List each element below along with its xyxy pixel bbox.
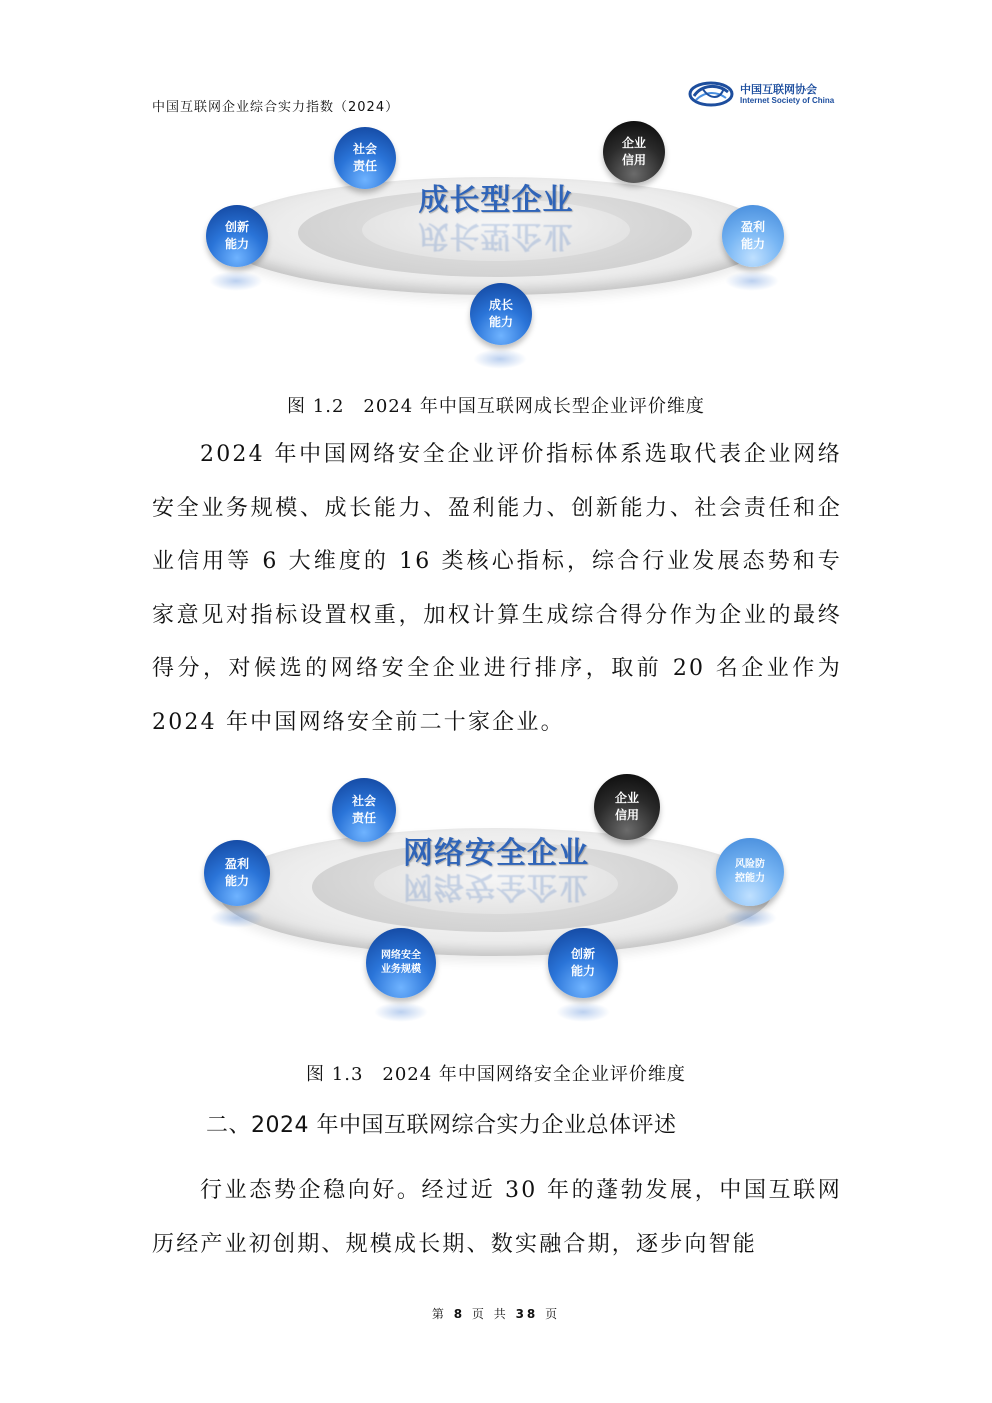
figure-growth-enterprise-diagram	[176, 115, 816, 377]
node-risk-control-capability	[716, 838, 784, 906]
running-header-title: 中国互联网企业综合实力指数（2024）	[152, 100, 400, 115]
diagram-center-title: 网络安全企业	[403, 836, 589, 871]
node-profitability	[204, 840, 270, 906]
footer-suffix: 页	[545, 1307, 561, 1321]
node-reflection	[473, 349, 527, 369]
node-reflection	[725, 271, 779, 291]
swirl-logo-icon	[688, 80, 734, 108]
node-reflection	[210, 908, 264, 928]
body-paragraph-industry-trend: 行业态势企稳向好。经过近 30 年的蓬勃发展，中国互联网历经产业初创期、规模成长期、数实融合期，逐步向智能	[152, 1178, 842, 1257]
total-page-count: 38	[515, 1307, 539, 1321]
body-paragraph-evaluation-system: 2024 年中国网络安全企业评价指标体系选取代表企业网络安全业务规模、成长能力、盈利能力、创新能力、社会责任和企业信用等 6 大维度的 16 类核心指标，综合行业发展态势和专家意见对指标设置权重，加权计算生成综合得分作为企业的最终得分，对候选的网络安全企业进行排序，取前 20 名企业作为 2024 年中国网络安全前二十家企业。	[152, 442, 842, 735]
node-social-responsibility	[334, 127, 396, 189]
node-label: 企业 信用	[614, 790, 639, 822]
node-reflection	[374, 1002, 428, 1022]
node-reflection	[209, 271, 263, 291]
diagram-center-title-reflection: 成长型企业	[418, 218, 574, 253]
figure-1-2-caption: 图 1.2 2024 年中国互联网成长型企业评价维度	[287, 396, 705, 417]
figure-1-3-caption: 图 1.3 2024 年中国网络安全企业评价维度	[306, 1064, 686, 1085]
node-label: 盈利 能力	[740, 219, 765, 251]
node-label: 风险防 控能力	[735, 859, 765, 884]
diagram-center-title: 成长型企业	[418, 183, 574, 218]
logo-en-text: Internet Society of China	[740, 95, 835, 105]
page-footer	[0, 1305, 992, 1322]
isc-logo	[688, 80, 834, 108]
footer-middle: 页 共	[471, 1307, 509, 1321]
logo-cn-text: 中国互联网协会	[740, 82, 817, 96]
footer-prefix: 第	[431, 1307, 447, 1321]
node-innovation-capability	[206, 205, 268, 267]
node-profitability	[722, 205, 784, 267]
node-label: 社会 责任	[352, 141, 377, 173]
node-label: 创新 能力	[224, 219, 249, 251]
node-cybersecurity-business-scale	[366, 928, 436, 998]
current-page-number: 8	[453, 1307, 466, 1321]
node-enterprise-credit	[603, 121, 665, 183]
node-social-responsibility	[332, 778, 396, 842]
node-reflection	[723, 908, 777, 928]
section-heading: 二、2024 年中国互联网综合实力企业总体评述	[206, 1113, 677, 1138]
node-enterprise-credit	[594, 774, 660, 840]
node-reflection	[556, 1002, 610, 1022]
node-label: 网络安全 业务规模	[381, 950, 421, 975]
node-label: 企业 信用	[621, 135, 646, 167]
node-growth-capability	[470, 283, 532, 345]
diagram-center-title-reflection: 网络安全企业	[403, 869, 589, 904]
node-innovation-capability	[548, 928, 618, 998]
node-label: 创新 能力	[570, 946, 595, 978]
node-label: 盈利 能力	[224, 856, 249, 888]
node-label: 成长 能力	[488, 297, 513, 329]
figure-cybersecurity-enterprise-diagram	[176, 770, 816, 1032]
node-label: 社会 责任	[351, 793, 376, 825]
